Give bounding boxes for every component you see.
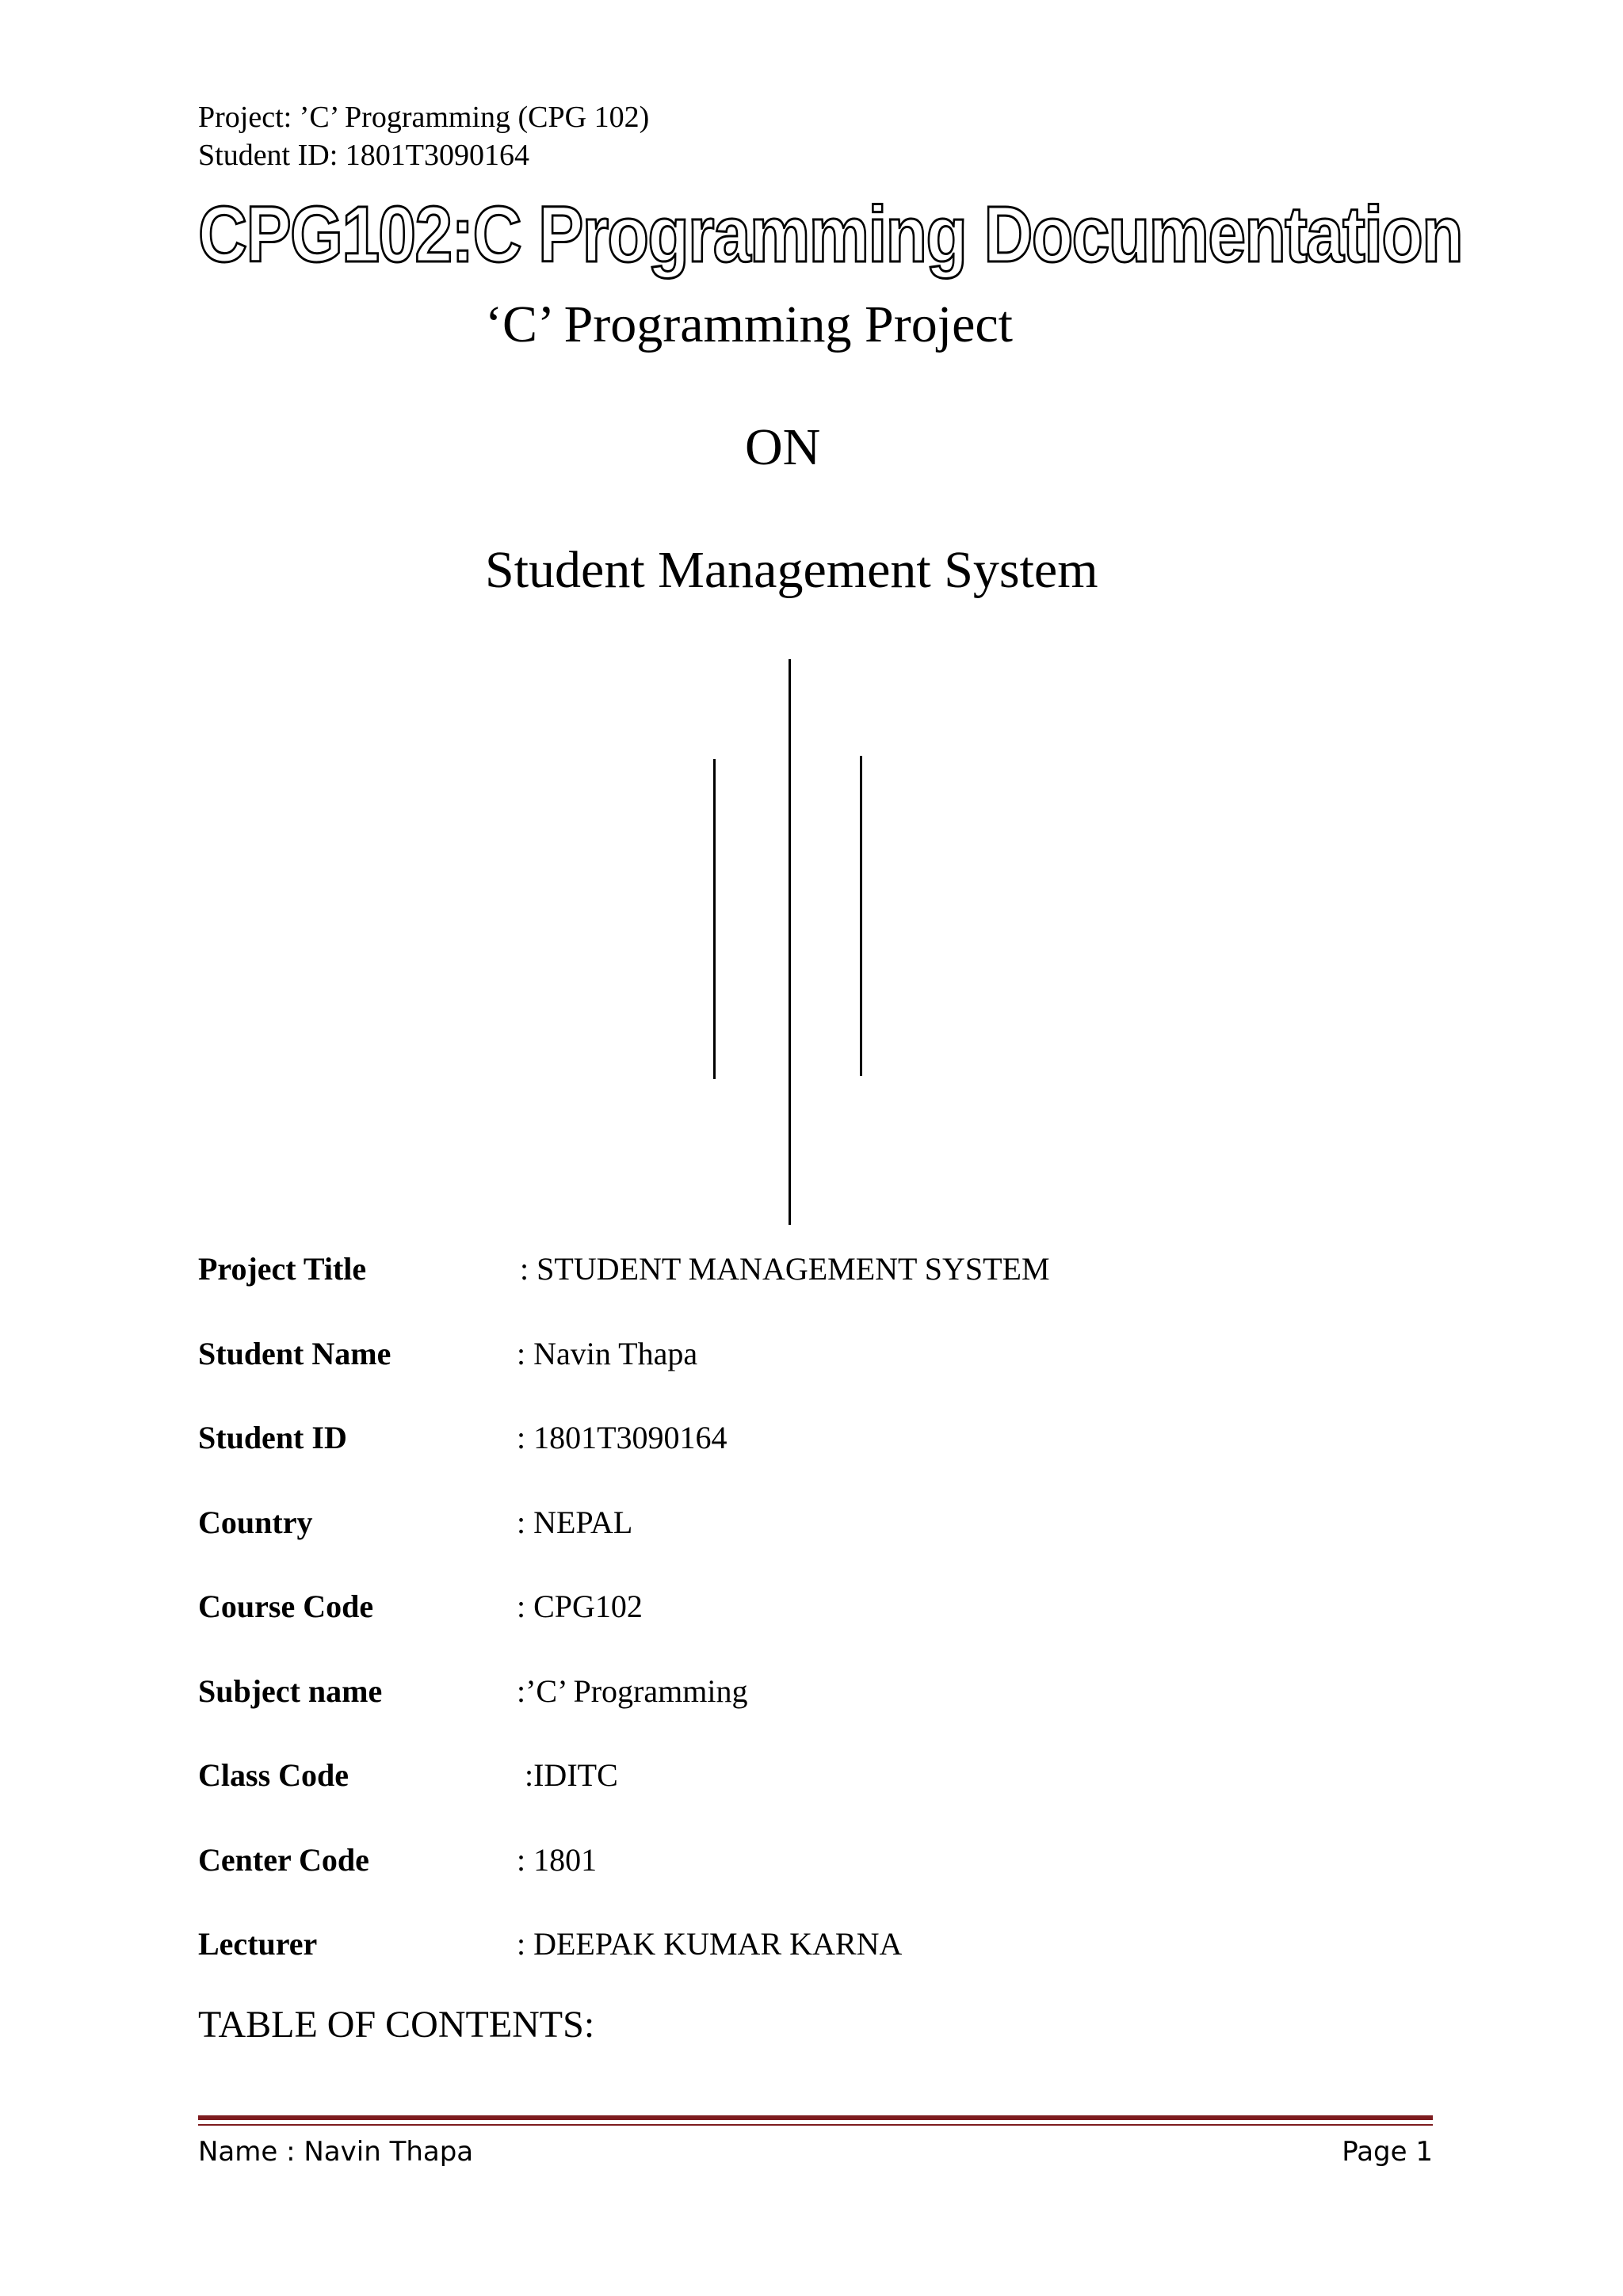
info-value: : NEPAL — [517, 1505, 633, 1540]
info-label: Center Code — [198, 1842, 369, 1878]
footer-page-number: Page 1 — [1342, 2136, 1433, 2168]
info-value: : Navin Thapa — [517, 1336, 698, 1371]
cover-title-line: ‘C’ Programming Project — [485, 296, 1013, 353]
info-value: :’C’ Programming — [517, 1673, 748, 1709]
decorative-vertical-line-right — [860, 756, 862, 1076]
info-value: :IDITC — [517, 1757, 618, 1793]
info-label: Lecturer — [198, 1926, 318, 1962]
info-label: Class Code — [198, 1757, 349, 1793]
info-value: : CPG102 — [517, 1589, 643, 1624]
info-label: Subject name — [198, 1673, 383, 1709]
document-title: CPG102:C Programming Documentation — [198, 190, 1462, 279]
info-value: : DEEPAK KUMAR KARNA — [517, 1926, 903, 1962]
footer-rule-thin — [198, 2124, 1433, 2126]
footer-rule — [198, 2115, 1433, 2120]
info-label: Project Title — [198, 1251, 367, 1287]
table-of-contents-heading: TABLE OF CONTENTS: — [198, 2004, 595, 2046]
footer-author-name: Name : Navin Thapa — [198, 2136, 474, 2168]
header-project-line: Project: ’C’ Programming (CPG 102) — [198, 101, 650, 134]
info-value: : 1801T3090164 — [517, 1420, 727, 1455]
cover-subject-line: Student Management System — [485, 541, 1098, 599]
info-label: Course Code — [198, 1589, 374, 1624]
info-value: : STUDENT MANAGEMENT SYSTEM — [520, 1251, 1050, 1287]
decorative-vertical-line-center — [789, 659, 791, 1225]
info-label: Country — [198, 1505, 313, 1540]
decorative-vertical-line-left — [713, 759, 716, 1079]
cover-on-line: ON — [745, 418, 821, 476]
header-student-id-line: Student ID: 1801T3090164 — [198, 139, 529, 172]
info-value: : 1801 — [517, 1842, 598, 1878]
info-label: Student Name — [198, 1336, 391, 1371]
info-label: Student ID — [198, 1420, 347, 1455]
